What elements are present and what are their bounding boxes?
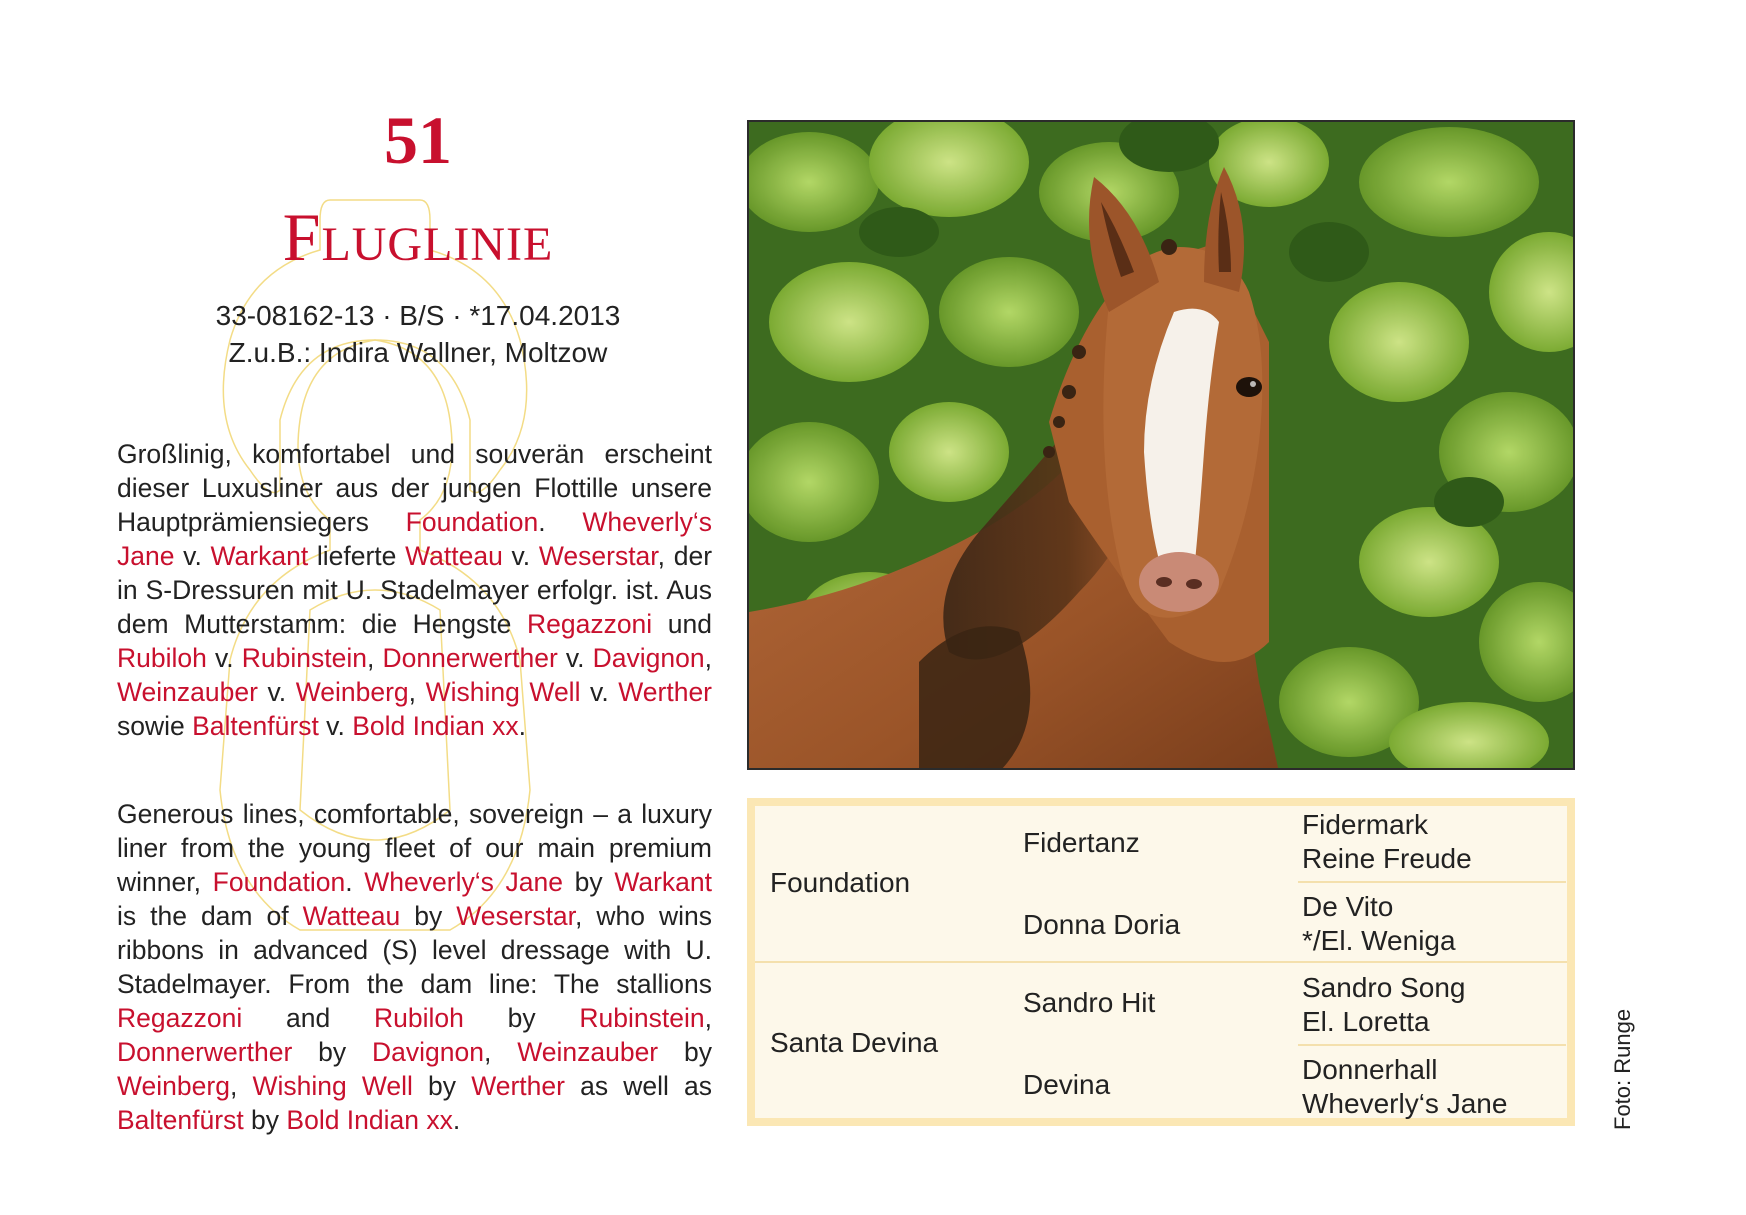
description-german: [117, 437, 712, 743]
description-text: is the dam of: [117, 901, 303, 931]
description-text: v.: [318, 711, 353, 741]
horse-name-reference: Foundation: [405, 507, 539, 537]
horse-name-reference: Weinzauber: [117, 677, 258, 707]
horse-name-reference: Rubinstein: [241, 643, 367, 673]
description-text: .: [538, 507, 583, 537]
horse-name-reference: Weinzauber: [517, 1037, 659, 1067]
pedigree-sire: Foundation: [770, 867, 911, 898]
description-text: ,: [704, 1003, 712, 1033]
description-text: ,: [366, 643, 383, 673]
pedigree-table: [747, 798, 1575, 1126]
horse-name-reference: Watteau: [405, 541, 503, 571]
pedigree-dam: Santa Devina: [770, 1027, 939, 1058]
pedigree-g3: Fidermark: [1302, 809, 1429, 840]
description-text: by: [563, 867, 615, 897]
horse-name-reference: Bold Indian xx: [352, 711, 519, 741]
description-text: und: [652, 609, 712, 639]
description-text: sowie: [117, 711, 193, 741]
horse-name-reference: Weinberg: [117, 1071, 230, 1101]
pedigree-g3: */El. Weniga: [1302, 925, 1456, 956]
horse-name-reference: Baltenfürst: [192, 711, 319, 741]
horse-name-reference: Bold Indian xx: [286, 1105, 453, 1135]
horse-name-reference: Davignon: [592, 643, 705, 673]
registration-line: 33-08162-13 · B/S · *17.04.2013: [215, 300, 621, 331]
description-text: ,: [408, 677, 426, 707]
description-text: v.: [580, 677, 619, 707]
description-text: Großlinig, komfortabel und souverän erscheint dieser Luxusliner aus der jungen Flottille unsere Hauptprämiensiegers: [117, 439, 712, 537]
pedigree-dam-dam: Devina: [1023, 1069, 1111, 1100]
horse-illustration: [749, 122, 1575, 770]
description-english: [117, 797, 712, 1137]
horse-name-reference: Weserstar: [538, 541, 658, 571]
pedigree-dam-sire: Sandro Hit: [1023, 987, 1156, 1018]
lot-number: 51: [384, 102, 452, 178]
horse-photo: [747, 120, 1575, 770]
pedigree-g3: Reine Freude: [1302, 843, 1472, 874]
horse-name-reference: Rubinstein: [579, 1003, 705, 1033]
description-text: v.: [557, 643, 593, 673]
horse-name-reference: Weserstar: [456, 901, 576, 931]
horse-name-reference: Wishing Well: [252, 1071, 413, 1101]
horse-name-reference: Regazzoni: [526, 609, 653, 639]
photo-credit: Foto: Runge: [1610, 1008, 1635, 1130]
description-text: v.: [502, 541, 539, 571]
pedigree-inner: [755, 806, 1567, 1118]
horse-name-reference: Donnerwerther: [117, 1037, 293, 1067]
description-text: by: [658, 1037, 712, 1067]
horse-name-reference: Regazzoni: [117, 1003, 243, 1033]
horse-name-reference: Wheverly‘s Jane: [364, 867, 563, 897]
description-text: by: [243, 1105, 287, 1135]
description-text: by: [412, 1071, 472, 1101]
description-text: ,: [229, 1071, 253, 1101]
horse-name-reference: Weinberg: [295, 677, 409, 707]
horse-name-reference: Warkant: [614, 867, 713, 897]
horse-name-reference: Rubiloh: [373, 1003, 464, 1033]
description-text: ,: [483, 1037, 518, 1067]
horse-name-reference: Warkant: [210, 541, 309, 571]
pedigree-sire-sire: Fidertanz: [1023, 827, 1140, 858]
horse-name-reference: Davignon: [372, 1037, 484, 1067]
pedigree-g3: El. Loretta: [1302, 1006, 1430, 1037]
description-text: and: [242, 1003, 374, 1033]
description-text: .: [452, 1105, 461, 1135]
description-text: as well as: [564, 1071, 713, 1101]
pedigree-g3: Donnerhall: [1302, 1054, 1438, 1085]
horse-name: Fluglinie: [282, 199, 554, 275]
description-text: v.: [257, 677, 296, 707]
description-text: , der in S-Dressuren mit U. Stadelmayer erfolgr. ist. Aus dem Mutterstamm: die Hengste: [117, 541, 713, 639]
description-text: Generous lines, comfortable, sovereign – a luxury liner from the young fleet of our main premium winner,: [117, 799, 712, 897]
horse-name-reference: Wheverly‘s Jane: [117, 507, 712, 571]
horse-name-reference: Watteau: [302, 901, 401, 931]
pedigree-divider-sub: [1298, 1044, 1566, 1046]
description-text: v.: [206, 643, 242, 673]
description-text: v.: [174, 541, 211, 571]
horse-name-reference: Baltenfürst: [117, 1105, 244, 1135]
description-text: .: [518, 711, 527, 741]
horse-name-reference: Werther: [618, 677, 713, 707]
description-text: .: [345, 867, 365, 897]
pedigree-sire-dam: Donna Doria: [1023, 909, 1181, 940]
pedigree-divider: [755, 961, 1567, 963]
pedigree-g3: Wheverly‘s Jane: [1302, 1088, 1508, 1119]
pedigree-g3: De Vito: [1302, 891, 1394, 922]
description-text: , who wins ribbons in advanced (S) level dressage with U. Stadelmayer. From the dam line: The stallions: [117, 901, 712, 999]
horse-name-reference: Foundation: [212, 867, 346, 897]
horse-name-reference: Werther: [471, 1071, 565, 1101]
description-text: by: [292, 1037, 372, 1067]
horse-name-reference: Wishing Well: [425, 677, 581, 707]
breeder-line: Z.u.B.: Indira Wallner, Moltzow: [228, 337, 608, 368]
description-text: by: [463, 1003, 580, 1033]
pedigree-g3: Sandro Song: [1302, 972, 1466, 1003]
description-text: lieferte: [308, 541, 406, 571]
pedigree-divider-sub: [1298, 881, 1566, 883]
horse-name-reference: Rubiloh: [117, 643, 207, 673]
description-text: ,: [704, 643, 712, 673]
horse-name-reference: Donnerwerther: [382, 643, 558, 673]
description-text: by: [400, 901, 457, 931]
